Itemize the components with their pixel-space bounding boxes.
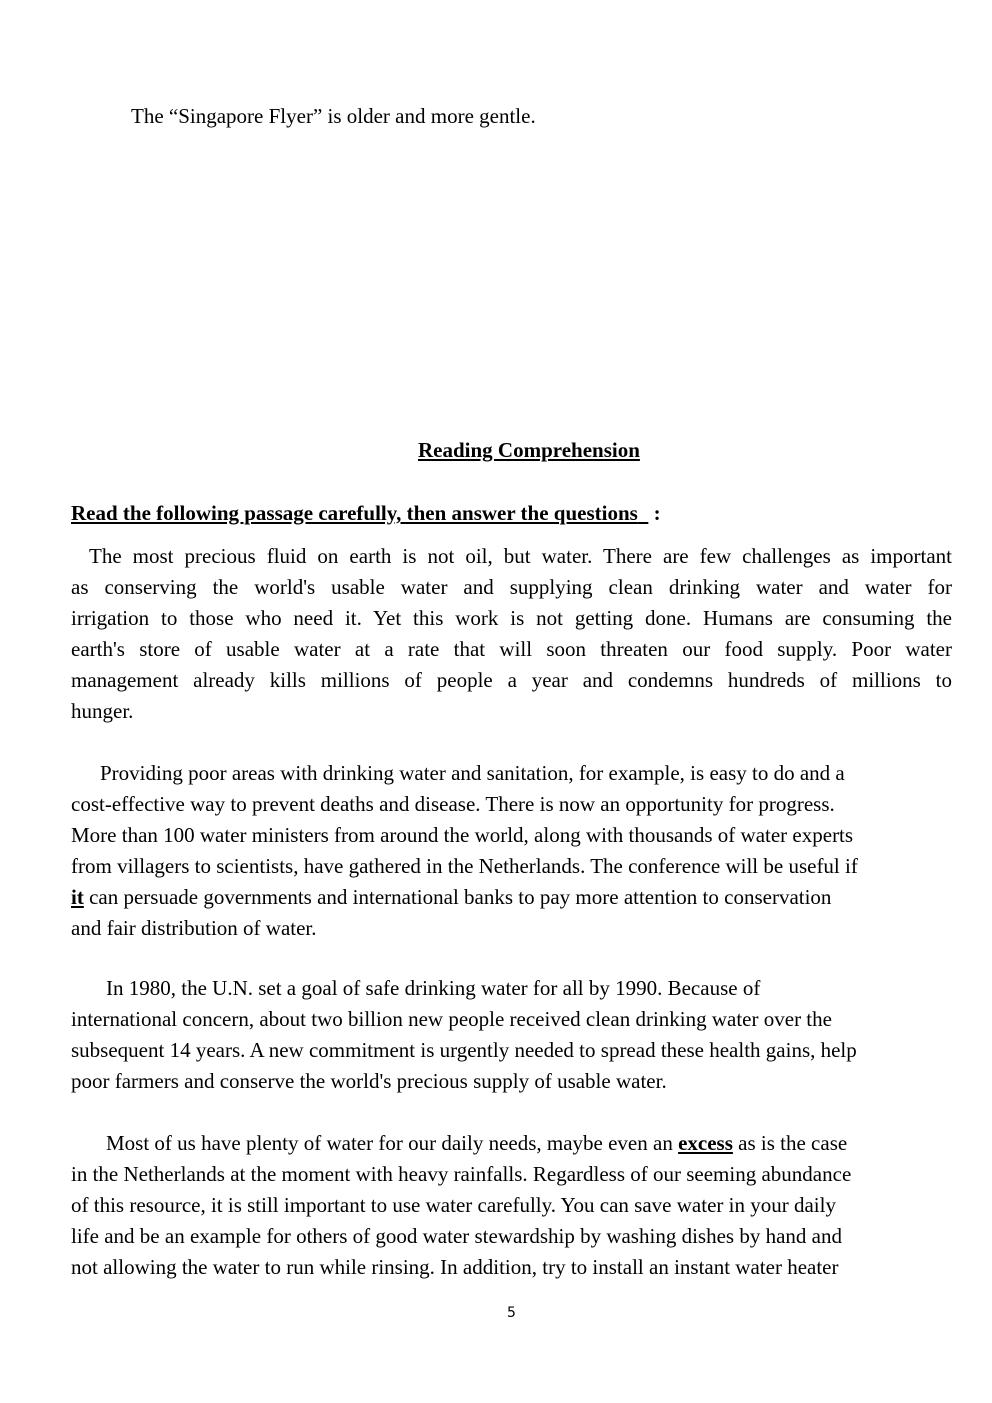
paragraph-line: as conserving the world's usable water and supplying clean drinking water and water for <box>71 575 952 599</box>
paragraph-line: Providing poor areas with drinking water and sanitation, for example, is easy to do and a <box>100 761 845 785</box>
instruction <box>71 501 661 526</box>
instruction-colon: : <box>653 501 661 525</box>
line-text: as is the case <box>732 1131 848 1155</box>
line-text: Most of us have plenty of water for our daily needs, maybe even an <box>106 1131 679 1155</box>
paragraph-line: cost-effective way to prevent deaths and disease. There is now an opportunity for progress. <box>71 792 835 816</box>
paragraph-line: international concern, about two billion new people received clean drinking water over the <box>71 1007 832 1031</box>
emphasized-word-excess: excess <box>678 1131 733 1155</box>
paragraph-line: from villagers to scientists, have gathered in the Netherlands. The conference will be useful if <box>71 854 858 878</box>
emphasized-word-it: it <box>71 885 84 909</box>
paragraph-line: hunger. <box>71 699 134 723</box>
paragraph-line <box>71 885 952 909</box>
paragraph-line: not allowing the water to run while rinsing. In addition, try to install an instant water heater <box>71 1255 839 1279</box>
paragraph-line: life and be an example for others of good water stewardship by washing dishes by hand and <box>71 1224 842 1248</box>
line-text: can persuade governments and international banks to pay more attention to conservation <box>83 885 832 909</box>
paragraph-line: management already kills millions of people a year and condemns hundreds of millions to <box>71 668 952 692</box>
instruction-text: Read the following passage carefully, then answer the questions <box>71 501 638 525</box>
paragraph-line: poor farmers and conserve the world's precious supply of usable water. <box>71 1069 667 1093</box>
paragraph-line: and fair distribution of water. <box>71 916 317 940</box>
paragraph-line: in the Netherlands at the moment with heavy rainfalls. Regardless of our seeming abundance <box>71 1162 852 1186</box>
paragraph-line: The most precious fluid on earth is not oil, but water. There are few challenges as important <box>89 544 952 568</box>
section-title: Reading Comprehension <box>418 438 640 462</box>
paragraph-line: irrigation to those who need it. Yet this work is not getting done. Humans are consuming the <box>71 606 952 630</box>
page-number: 5 <box>507 1305 516 1321</box>
paragraph-line: More than 100 water ministers from around the world, along with thousands of water experts <box>71 823 854 847</box>
paragraph-line: of this resource, it is still important to use water carefully. You can save water in your daily <box>71 1193 836 1217</box>
previous-question-line: The “Singapore Flyer” is older and more gentle. <box>131 104 536 128</box>
paragraph-line <box>106 1131 987 1155</box>
paragraph-line: subsequent 14 years. A new commitment is urgently needed to spread these health gains, help <box>71 1038 857 1062</box>
paragraph-line: In 1980, the U.N. set a goal of safe drinking water for all by 1990. Because of <box>106 976 761 1000</box>
paragraph-line: earth's store of usable water at a rate that will soon threaten our food supply. Poor water <box>71 637 952 661</box>
